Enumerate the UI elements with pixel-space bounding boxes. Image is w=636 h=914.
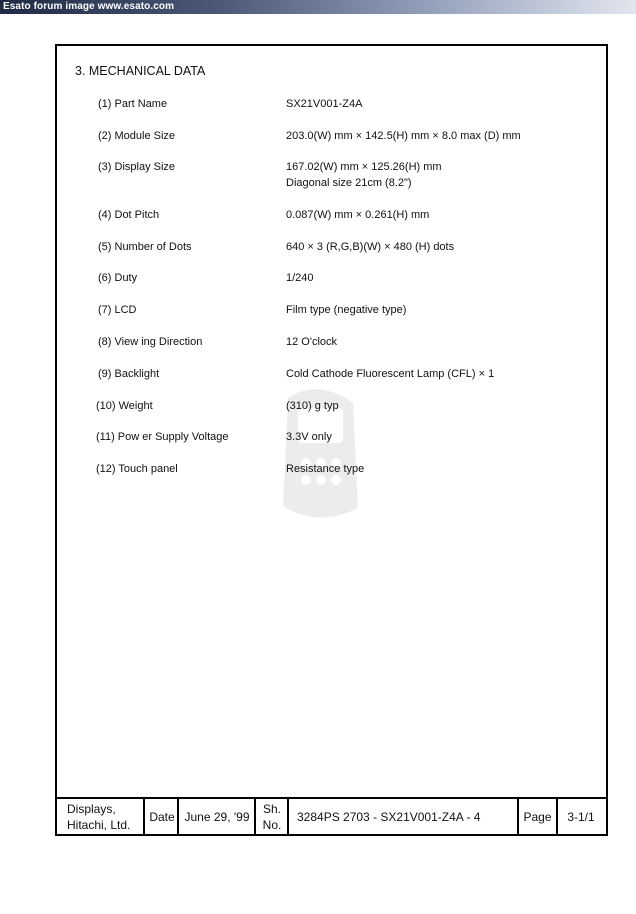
spec-value: Resistance type xyxy=(286,463,365,475)
spec-label: (8) View ing Direction xyxy=(98,336,203,348)
forum-banner xyxy=(0,0,636,14)
spec-label: (7) LCD xyxy=(98,304,137,316)
divider xyxy=(287,799,289,834)
title-block xyxy=(57,797,606,834)
page-label: Page xyxy=(523,809,552,824)
spec-label: (4) Dot Pitch xyxy=(98,209,160,221)
spec-label: (5) Number of Dots xyxy=(98,241,192,253)
spec-label: (12) Touch panel xyxy=(96,463,178,475)
spec-value: 12 O'clock xyxy=(286,336,338,348)
page-value: 3-1/1 xyxy=(567,809,595,824)
spec-label: (11) Pow er Supply Voltage xyxy=(96,431,229,443)
spec-value: 203.0(W) mm × 142.5(H) mm × 8.0 max (D) mm xyxy=(286,130,521,142)
spec-value: 640 × 3 (R,G,B)(W) × 480 (H) dots xyxy=(286,241,455,253)
spec-value-line2: Diagonal size 21cm (8.2") xyxy=(286,177,412,189)
divider xyxy=(143,799,145,834)
spec-value: 0.087(W) mm × 0.261(H) mm xyxy=(286,209,430,221)
spec-value: 167.02(W) mm × 125.26(H) mm xyxy=(286,161,442,173)
spec-label: (2) Module Size xyxy=(98,130,176,142)
spec-label: (6) Duty xyxy=(98,272,138,284)
company-line2: Hitachi, Ltd. xyxy=(67,817,131,832)
spec-value: SX21V001-Z4A xyxy=(286,98,363,110)
company-cell xyxy=(67,799,145,834)
spec-value: 3.3V only xyxy=(286,431,332,443)
sheet-label-line1: Sh. xyxy=(262,801,281,816)
spec-value: 1/240 xyxy=(286,272,314,284)
spec-label: (1) Part Name xyxy=(98,98,168,110)
section-title: 3. MECHANICAL DATA xyxy=(75,64,206,78)
date-value: June 29, '99 xyxy=(184,809,250,824)
spec-label: (10) Weight xyxy=(96,400,153,412)
company-line1: Displays, xyxy=(67,801,116,816)
spec-label: (9) Backlight xyxy=(98,368,160,380)
sheet-label-line2: No. xyxy=(262,817,282,832)
spec-value: Cold Cathode Fluorescent Lamp (CFL) × 1 xyxy=(286,368,495,380)
banner-text: Esato forum image www.esato.com xyxy=(3,1,175,12)
spec-label: (3) Display Size xyxy=(98,161,176,173)
date-label: Date xyxy=(149,809,175,824)
spec-value: Film type (negative type) xyxy=(286,304,407,316)
sheet-number: 3284PS 2703 - SX21V001-Z4A - 4 xyxy=(297,809,481,824)
spec-value: (310) g typ xyxy=(286,400,339,412)
sheet-label-cell xyxy=(256,799,288,834)
